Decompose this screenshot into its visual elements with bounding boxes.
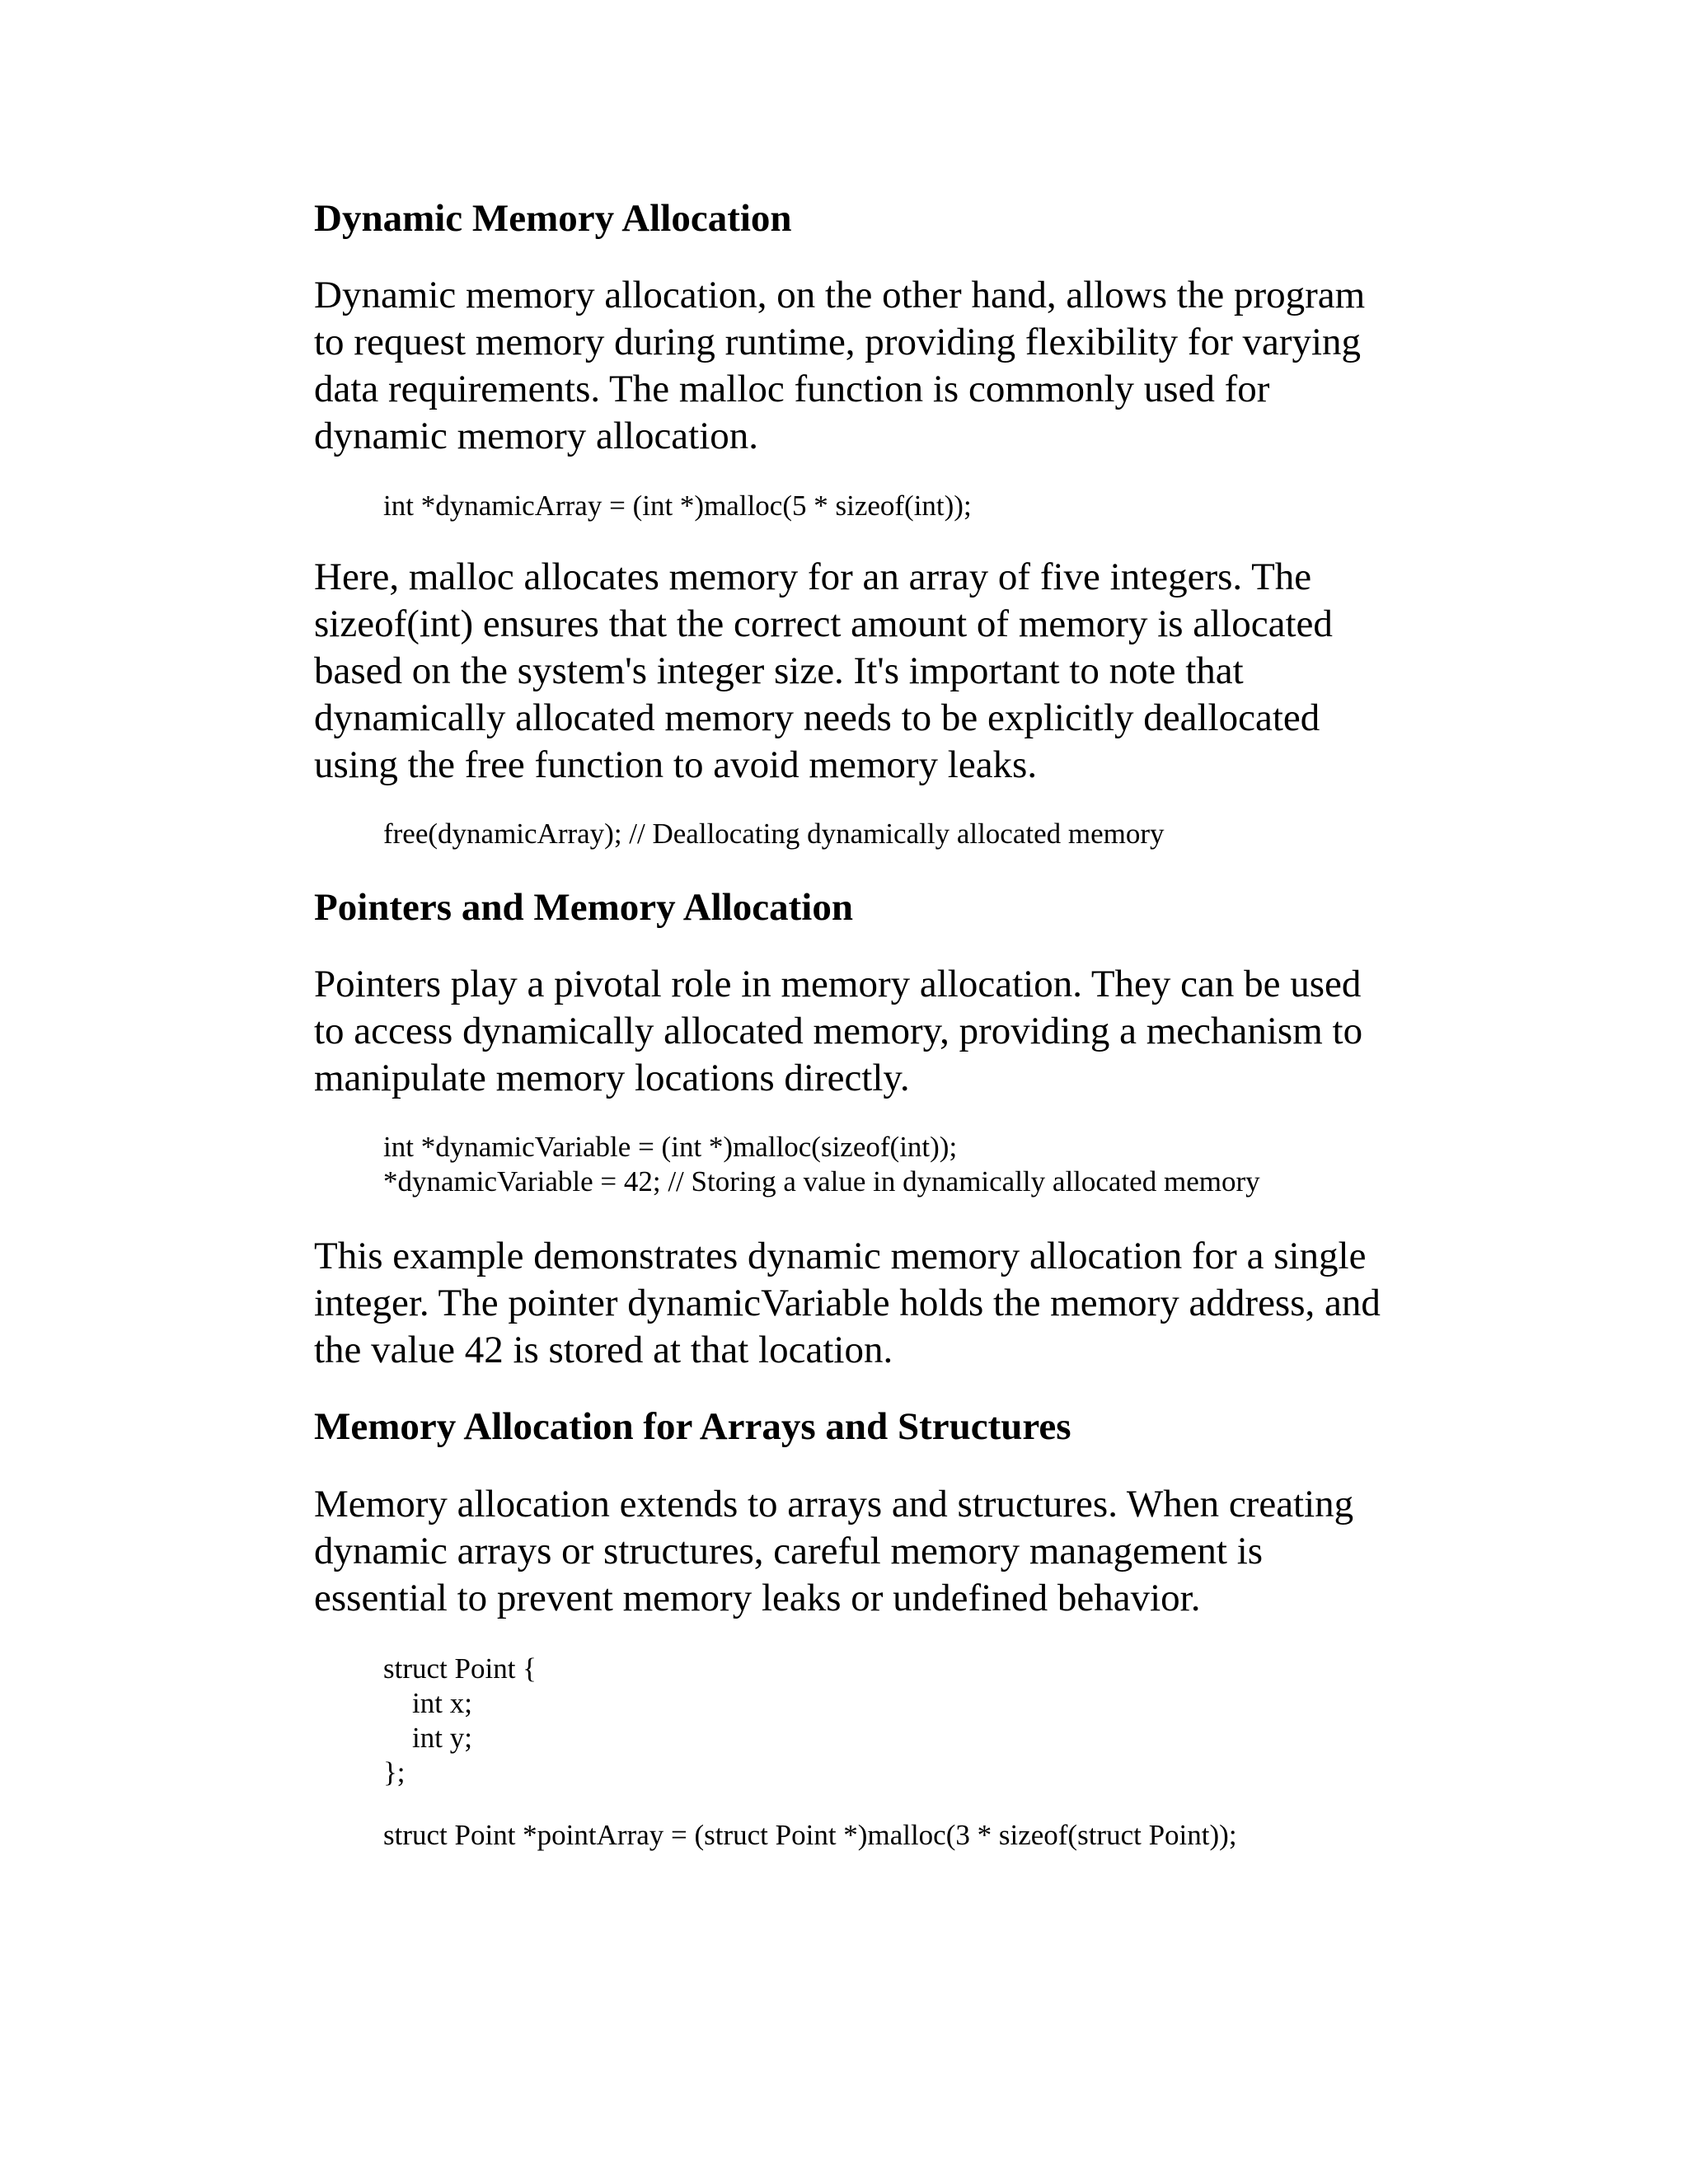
code-struct-point-array-malloc: struct Point *pointArray = (struct Point *)malloc(3 * sizeof(struct Point)); (383, 1819, 1237, 1851)
paragraph-malloc-explanation: Here, malloc allocates memory for an array of five integers. The sizeof(int) ensures that the correct amount of memory is allocated based on the system's integer size. It's important to note that dynamically allocated memory needs to be explicitly deallocated using the free function to avoid memory leaks. (314, 555, 1333, 786)
paragraph-arrays-structures-intro: Memory allocation extends to arrays and structures. When creating dynamic arrays or structures, careful memory management is essential to prevent memory leaks or undefined behavior. (314, 1483, 1354, 1619)
section-heading-pointers-and-memory-allocation: Pointers and Memory Allocation (314, 886, 854, 929)
paragraph-dynamic-variable-explanation: This example demonstrates dynamic memory allocation for a single integer. The pointer dynamicVariable holds the memory address, and the value 42 is stored at that location. (314, 1235, 1381, 1371)
paragraph-dynamic-memory-intro: Dynamic memory allocation, on the other hand, allows the program to request memory during runtime, providing flexibility for varying data requirements. The malloc function is commonly used for dynamic memory allocation. (314, 274, 1366, 457)
section-heading-dynamic-memory-allocation: Dynamic Memory Allocation (314, 197, 792, 240)
code-malloc-array: int *dynamicArray = (int *)malloc(5 * sizeof(int)); (383, 490, 972, 522)
section-heading-arrays-and-structures: Memory Allocation for Arrays and Structures (314, 1405, 1071, 1448)
code-struct-point-definition: struct Point { int x; int y; }; (383, 1652, 537, 1788)
code-free-array: free(dynamicArray); // Deallocating dynamically allocated memory (383, 818, 1165, 850)
paragraph-pointers-intro: Pointers play a pivotal role in memory allocation. They can be used to access dynamically allocated memory, providing a mechanism to manipulate memory locations directly. (314, 963, 1363, 1099)
code-dynamic-variable: int *dynamicVariable = (int *)malloc(sizeof(int)); *dynamicVariable = 42; // Storing a value in dynamically allocated memory (383, 1131, 1260, 1197)
